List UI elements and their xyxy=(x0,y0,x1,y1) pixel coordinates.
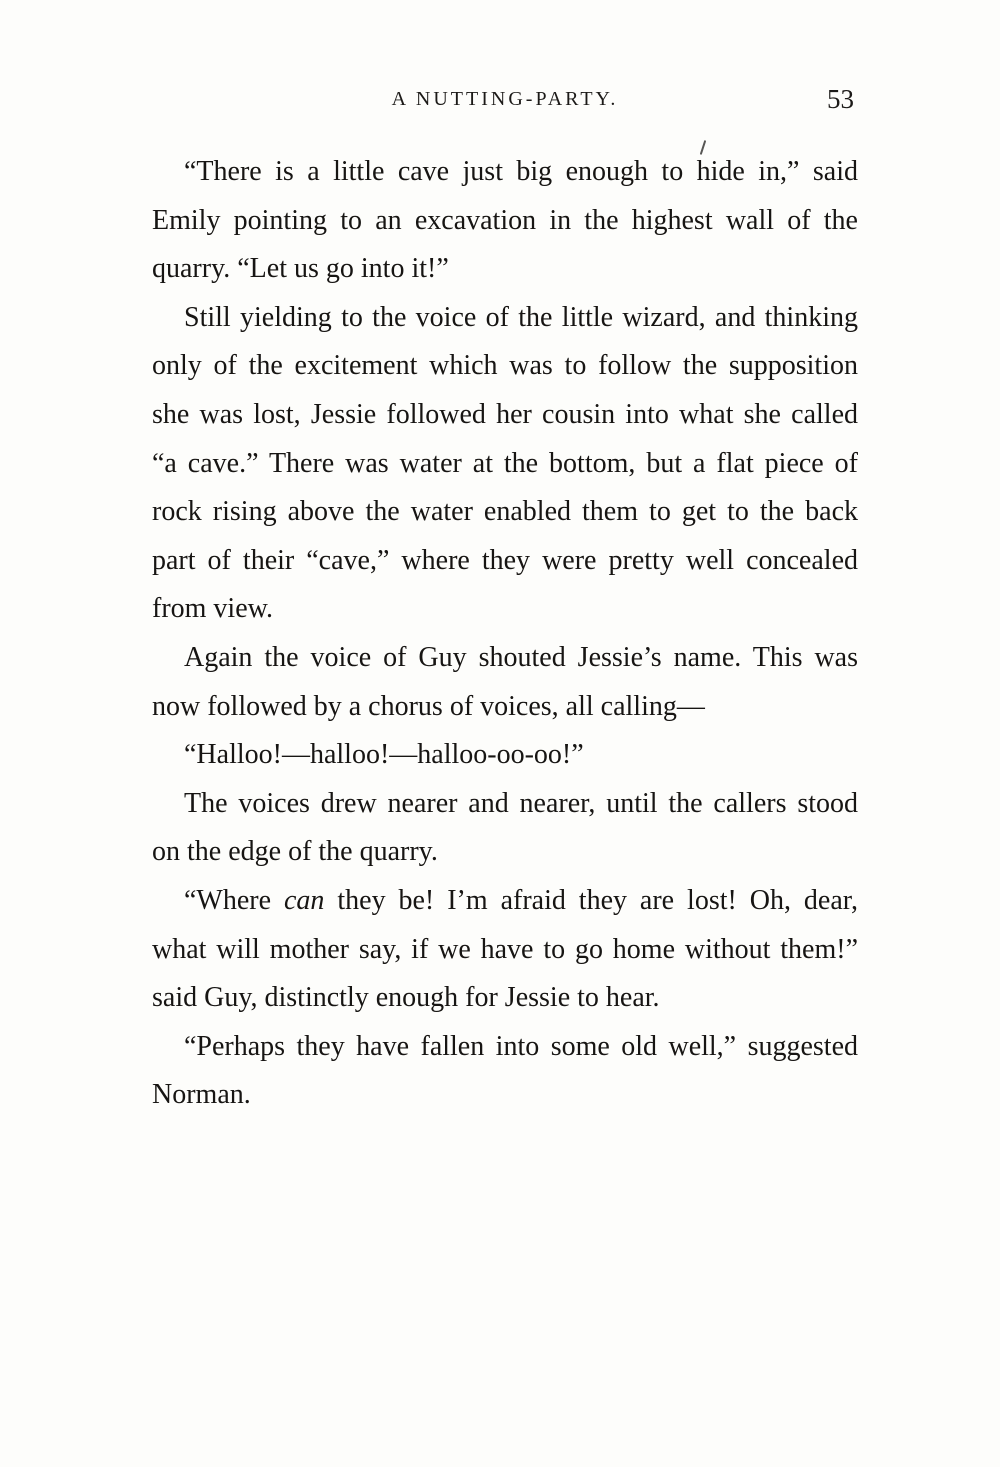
paragraph: The voices drew nearer and nearer, until the callers stood on the edge of the quarry. xyxy=(152,787,858,868)
page-number: 53 xyxy=(827,84,854,114)
paragraph xyxy=(152,877,858,1023)
paragraph-text: they be! I’m afraid they are lost! Oh, dear, what will mother say, if we have to go home without them!” said Guy, distinctly enough for Jessie to hear. xyxy=(152,884,858,1014)
paragraph: Still yielding to the voice of the little wizard, and thinking only of the excitement which was to follow the supposition she was lost, Jessie followed her cousin into what she called “a cave.” There was water at the bottom, but a flat piece of rock rising above the water enabled them to get to the back part of their “cave,” where they were pretty well concealed from view. xyxy=(152,301,858,625)
paragraph: “Halloo!—halloo!—halloo-oo-oo!” xyxy=(184,739,584,771)
paragraph: Again the voice of Guy shouted Jessie’s name. This was now followed by a chorus of voices, all calling— xyxy=(152,641,858,722)
paragraph: “There is a little cave just big enough to hide in,” said Emily pointing to an excavation in the highest wall of the quarry. “Let us go into it!” xyxy=(152,156,858,285)
page-header xyxy=(152,84,858,124)
paragraph: “Perhaps they have fallen into some old well,” suggested Norman. xyxy=(152,1030,858,1111)
running-title: A NUTTING-PARTY. xyxy=(391,88,619,110)
text-block xyxy=(152,148,858,1120)
paragraph-text: “Where xyxy=(184,884,284,916)
italic-word: can xyxy=(283,884,325,916)
